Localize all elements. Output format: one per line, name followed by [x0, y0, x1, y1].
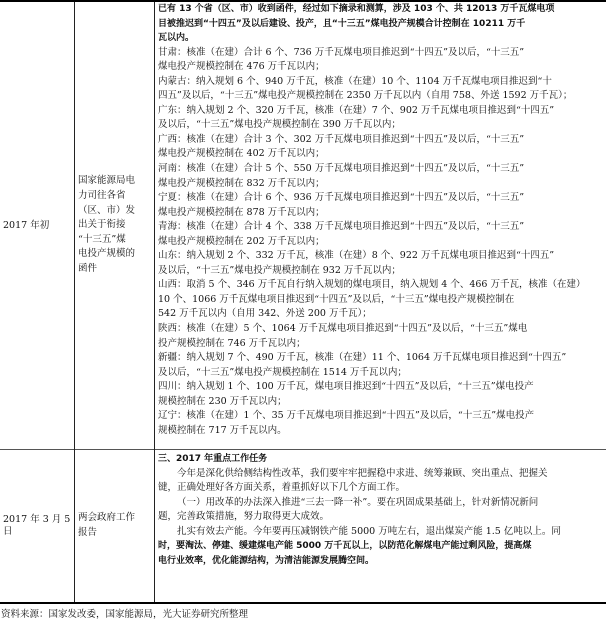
content-line: 规模控制在 230 万千瓦以内； [158, 395, 287, 407]
organization-line: 函件 [78, 262, 98, 274]
table-row [0, 450, 74, 602]
content-line: 及以后，“十三五”煤电投产规模控制在 1514 万千瓦以内； [158, 366, 407, 378]
content-line: 煤电投产规模控制在 402 万千瓦以内； [158, 148, 325, 160]
content-line: 规模控制在 717 万千瓦以内。 [158, 424, 287, 436]
organization-line: 国家能源局电 [78, 175, 136, 187]
content-line: 山东：纳入规划 2 个、332 万千瓦，核准（在建）8 个、922 万千瓦煤电项目推迟到“十四五” [158, 250, 555, 262]
content-line: 山西：取消 5 个、346 万千瓦自行纳入规划的煤电项目，纳入规划 4 个、466 万千瓦，核准（在建） [158, 279, 586, 291]
table-row [0, 2, 74, 449]
content-line: 广西：核准（在建）合计 3 个、302 万千瓦煤电项目推迟到“十四五”及以后，“十三五” [158, 133, 525, 145]
organization-line: 报告 [78, 527, 98, 538]
content-line: 时，要淘汰、停建、缓建煤电产能 5000 万千瓦以上，以防范化解煤电产能过剩风险，提高煤 [158, 541, 532, 552]
content-line: 煤电投产规模控制在 878 万千瓦以内； [158, 206, 325, 218]
content-line: 煤电投产规模控制在 832 万千瓦以内； [158, 177, 325, 189]
content-line: 河南：核准（在建）合计 5 个、550 万千瓦煤电项目推迟到“十四五”及以后，“十三五” [158, 163, 525, 175]
content-line: 煤电投产规模控制在 476 万千瓦以内； [158, 61, 325, 73]
content-line: 电行业效率，优化能源结构，为清洁能源发展腾空间。 [158, 555, 375, 566]
content-line: 瓦以内。 [158, 33, 195, 44]
content-line: 542 万千瓦以内（自用 342、外送 200 万千瓦）； [158, 308, 372, 320]
content-line: 投产规模控制在 746 万千瓦以内； [158, 337, 306, 349]
content-line: 今年是深化供给侧结构性改革，我们要牢牢把握稳中求进、统筹兼顾、突出重点、把握关 [177, 467, 548, 479]
content-line: 辽宁：核准（在建）1 个、35 万千瓦煤电项目推迟到“十四五”及以后，“十三五”煤电投产 [158, 410, 535, 422]
content-line: 广东：纳入规划 2 个、320 万千瓦，核准（在建）7 个、902 万千瓦煤电项目推迟到“十四五” [158, 104, 555, 116]
organization-line: 电投产规模的 [78, 248, 136, 260]
organization-line: “十三五”煤 [78, 233, 126, 245]
row-date: 2017 年初 [3, 219, 50, 231]
row-organization [74, 450, 154, 602]
content-line: 煤电投产规模控制在 202 万千瓦以内； [158, 235, 325, 247]
row-date: 2017 年 3 月 5 日 [3, 514, 71, 537]
table-bottom-border [0, 602, 606, 604]
row-organization [74, 2, 154, 449]
organization-line: （区、市）发 [78, 204, 136, 216]
row-content [155, 2, 606, 449]
row-content [155, 452, 606, 602]
organization-line: 力司往各省 [78, 190, 126, 202]
content-line: 键，正确处理好各方面关系，着重抓好以下几个方面工作。 [158, 482, 406, 494]
content-line: 及以后，“十三五”煤电投产规模控制在 390 万千瓦以内； [158, 119, 401, 131]
content-line: 甘肃：核准（在建）合计 6 个、736 万千瓦煤电项目推迟到“十四五”及以后，“十三五” [158, 46, 525, 58]
content-line: 目被推迟到“十四五”及以后建设、投产，且“十三五”煤电投产规模合计控制在 10211 万千 [158, 18, 526, 29]
content-line: 宁夏：核准（在建）合计 6 个、936 万千瓦煤电项目推迟到“十四五”及以后，“十三五” [158, 192, 525, 204]
content-line: （一）用改革的办法深入推进“三去一降一补”。要在巩固成果基础上，针对新情况新问 [177, 496, 539, 508]
content-line: 三、2017 年重点工作任务 [158, 454, 268, 464]
content-line: 四川：纳入规划 1 个、100 万千瓦，煤电项目推迟到“十四五”及以后，“十三五”煤电投产 [158, 381, 534, 393]
content-line: 新疆：纳入规划 7 个、490 万千瓦，核准（在建）11 个、1064 万千瓦煤电项目推迟到“十四五” [158, 352, 567, 364]
organization-line: 出关于衔接 [78, 219, 126, 231]
content-line: 题，完善政策措施，努力取得更大成效。 [158, 511, 330, 523]
content-line: 10 个、1066 万千瓦煤电项目推迟到“十四五”及以后，“十三五”煤电投产规模控制在 [158, 293, 515, 305]
content-line: 已有 13 个省（区、市）收到函件，经过如下摘录和测算，涉及 103 个、共 12013 万千瓦煤电项 [158, 4, 555, 14]
content-line: 青海：核准（在建）合计 4 个、338 万千瓦煤电项目推迟到“十四五”及以后，“十三五” [158, 221, 525, 233]
content-line: 及以后，“十三五”煤电投产规模控制在 932 万千瓦以内； [158, 264, 401, 276]
organization-line: 两会政府工作 [78, 512, 136, 524]
content-line: 四五”及以后，“十三五”煤电投产规模控制在 2350 万千瓦以内（自用 758、外送 1592 万千瓦）； [158, 90, 573, 102]
content-line: 内蒙古：纳入规划 6 个、940 万千瓦，核准（在建）10 个、1104 万千瓦煤电项目推迟到“十 [158, 75, 552, 87]
content-line: 陕西：核准（在建）5 个、1064 万千瓦煤电项目推迟到“十四五”及以后，“十三五”煤电 [158, 323, 528, 335]
source-note: 资料来源：国家发改委，国家能源局，光大证券研究所整理 [1, 609, 249, 620]
content-line: 扎实有效去产能。今年要再压减钢铁产能 5000 万吨左右，退出煤炭产能 1.5 亿吨以上。同 [177, 525, 561, 537]
